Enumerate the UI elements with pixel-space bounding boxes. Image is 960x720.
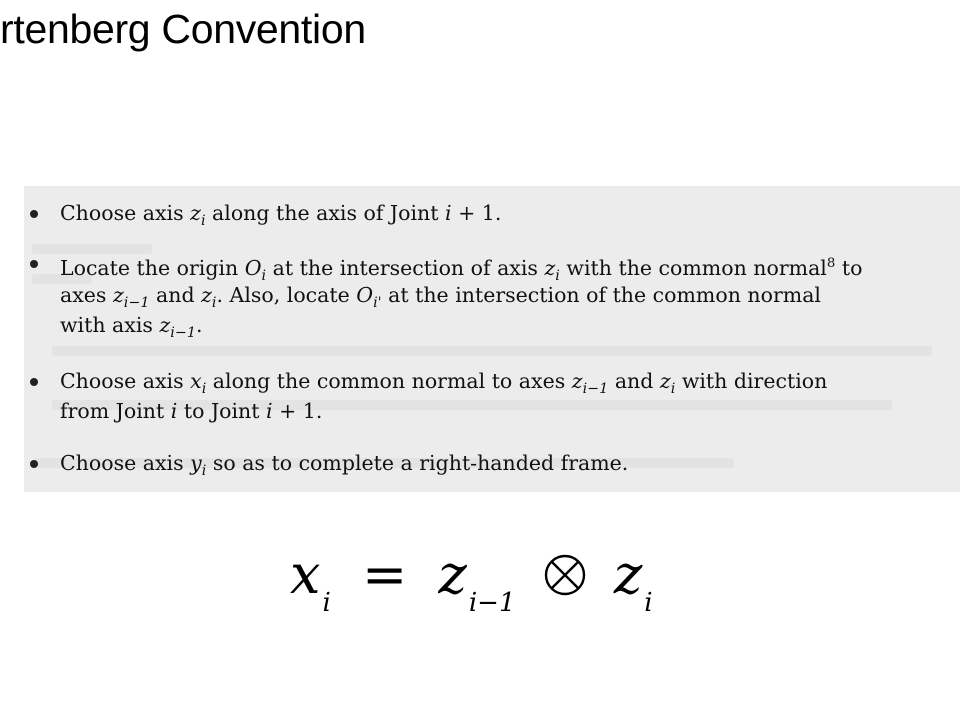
scanned-text-excerpt	[24, 186, 960, 492]
slide-title: rtenberg Convention	[0, 6, 366, 52]
bullet-2-line-3: with axis $z_{i-1}$.	[60, 313, 203, 342]
formula-rhs1-subscript: i−1	[468, 588, 516, 618]
bullet-dot-icon	[30, 260, 38, 268]
formula-rhs2-subscript: i	[644, 588, 653, 618]
bullet-line	[60, 398, 322, 425]
bullet-dot-icon	[30, 460, 38, 468]
bullet-line	[60, 312, 203, 347]
formula-lhs-variable: x	[290, 543, 321, 606]
formula-equals-sign: =	[361, 543, 408, 606]
bullet-4-line-1: Choose axis $y_i$ so as to complete a right-handed frame.	[60, 451, 629, 480]
bullet-3-line-1: Choose axis $x_i$ along the common normal to axes $z_{i-1}$ and $z_i$ with direction	[60, 369, 828, 398]
formula-lhs-subscript: i	[322, 588, 331, 618]
bullet-2-line-2: axes $z_{i-1}$ and $z_i$. Also, locate $O_{i'}$ at the intersection of the common normal	[60, 283, 821, 312]
formula-rhs2-variable: z	[613, 543, 643, 606]
formula-rhs1-variable: z	[438, 543, 467, 606]
otimes-operator-icon	[543, 553, 587, 597]
bullet-dot-icon	[30, 210, 38, 218]
bullet-dot-icon	[30, 378, 38, 386]
bullet-1-line-1: Choose axis $z_i$ along the axis of Joint i + 1.	[60, 201, 502, 230]
bullet-2-line-1: Locate the origin $O_i$ at the intersection of axis $z_i$ with the common normal$^8$ to	[60, 255, 863, 284]
bullet-3-line-2: from Joint i to Joint i + 1.	[60, 399, 323, 423]
bullet-line	[60, 200, 501, 235]
cross-product-formula	[290, 540, 653, 620]
bullet-line	[60, 450, 628, 485]
